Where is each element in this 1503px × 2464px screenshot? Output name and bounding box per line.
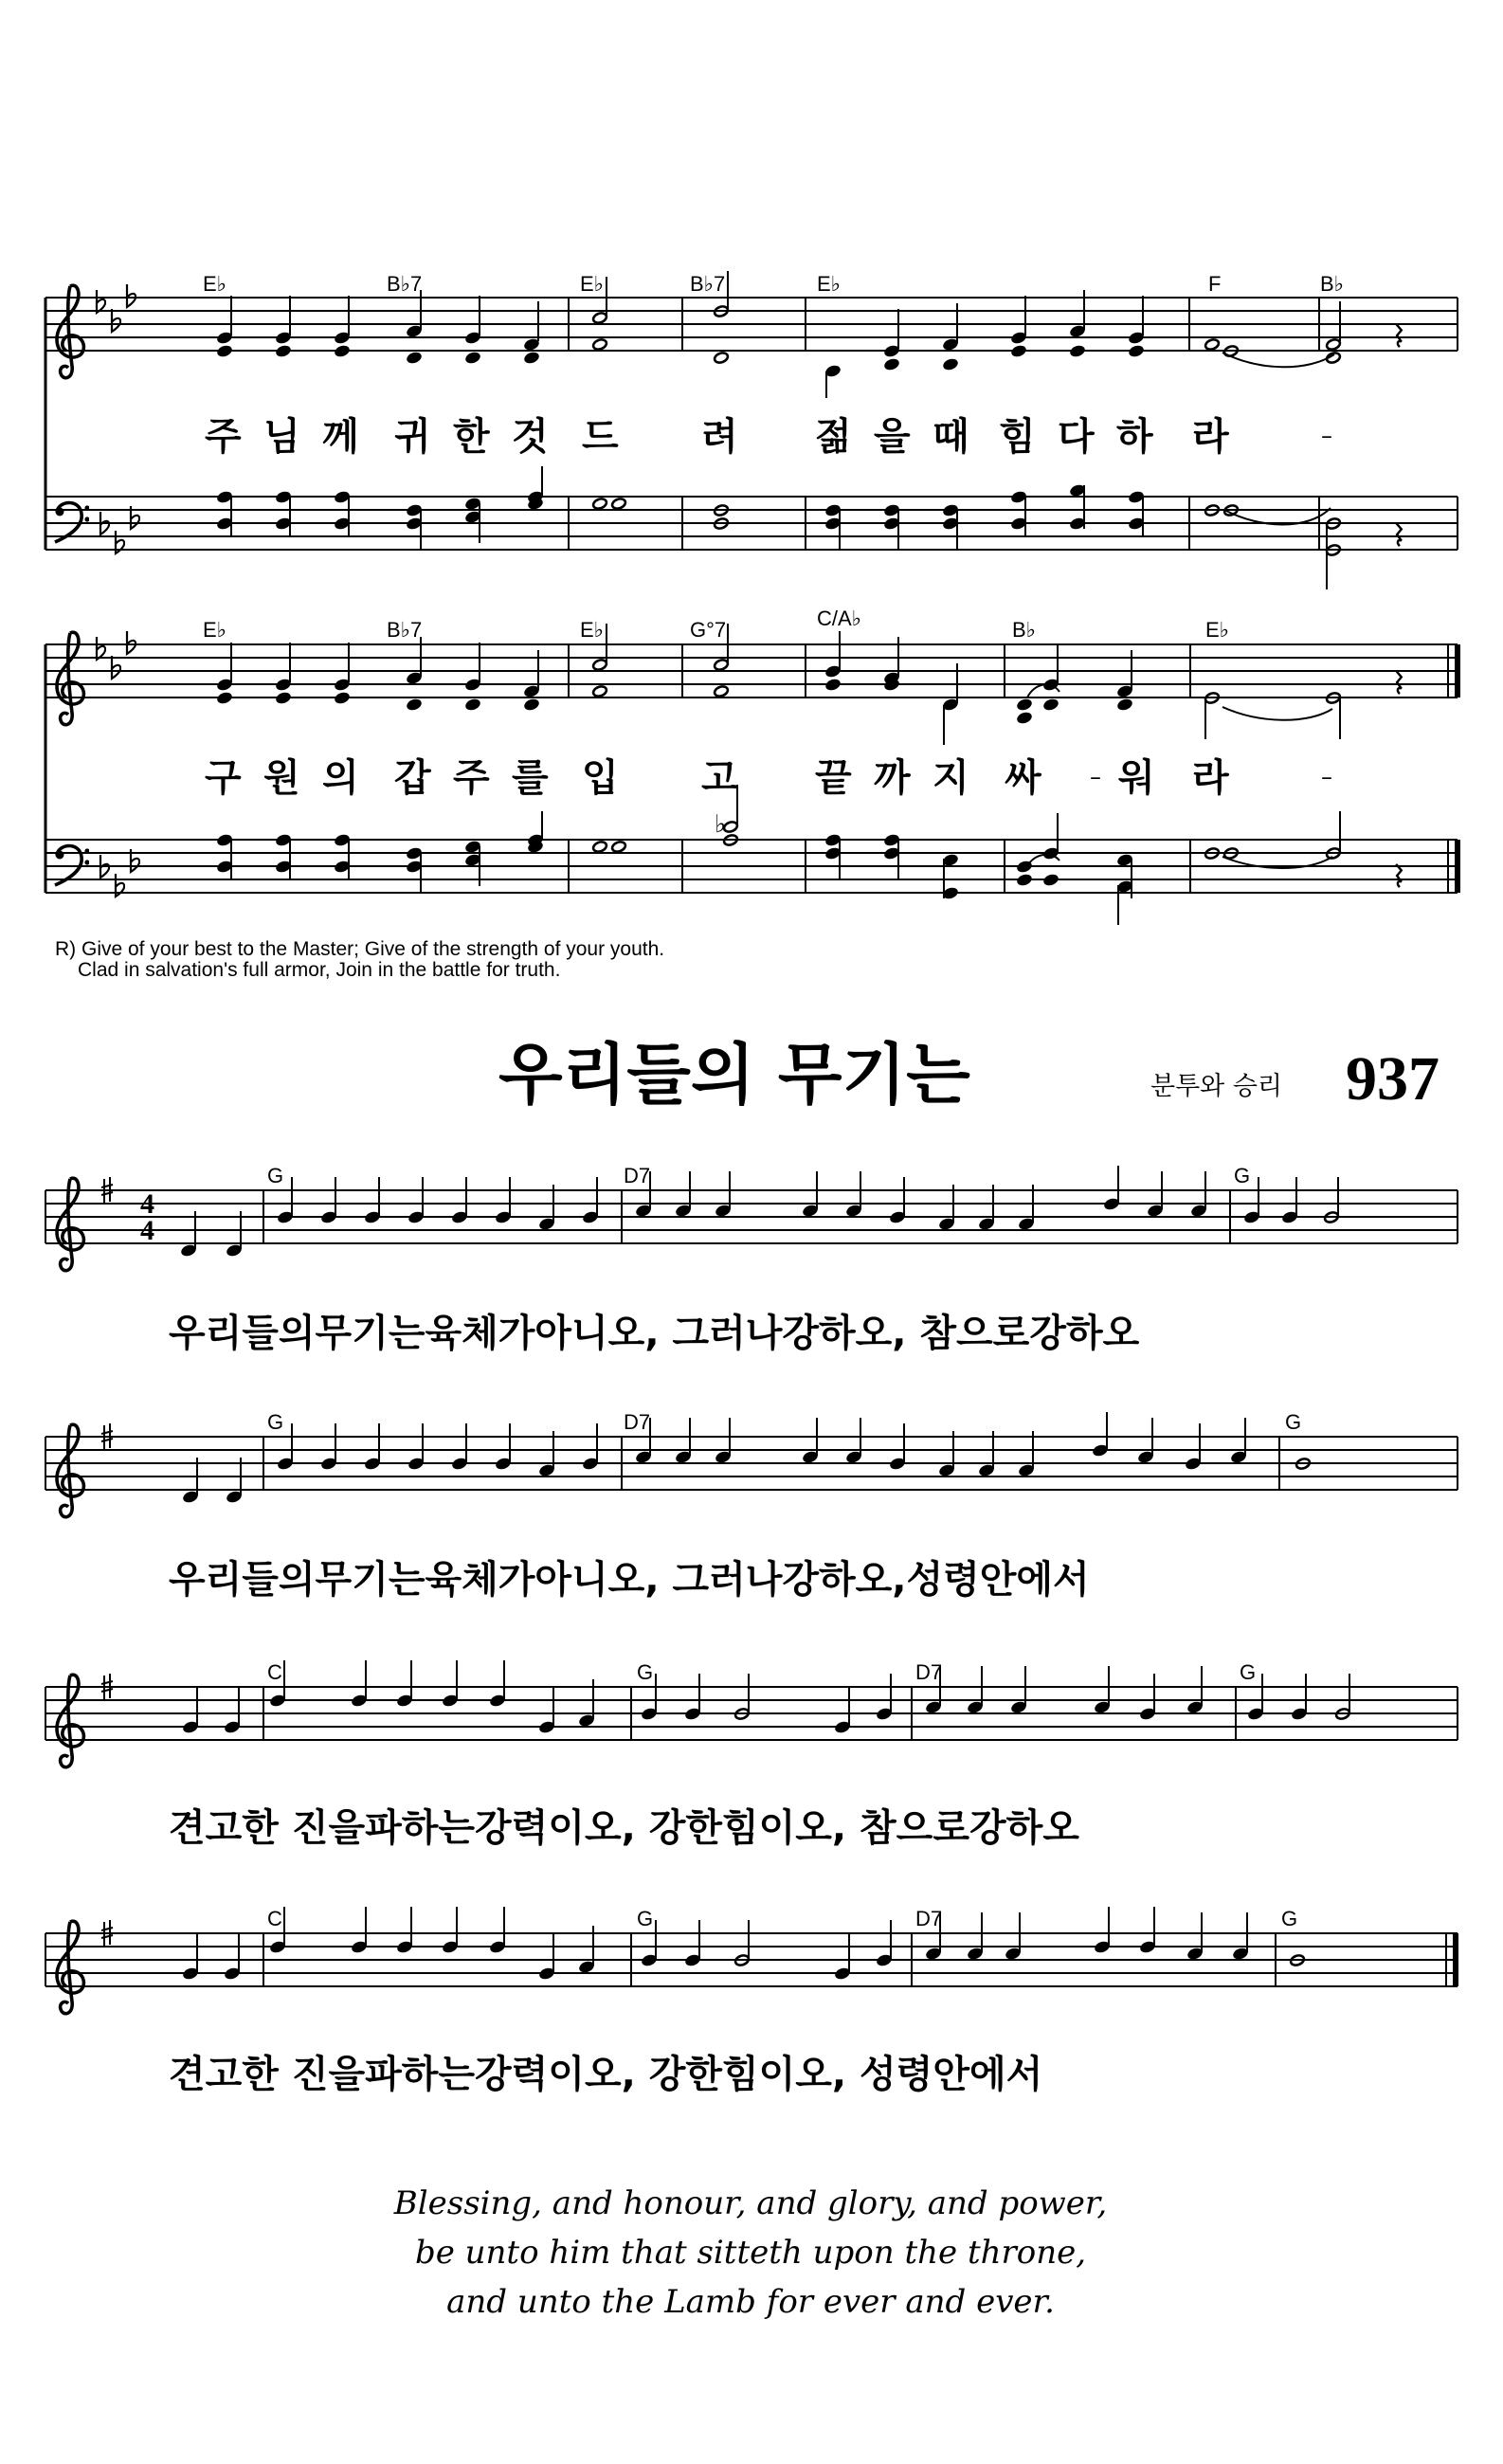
chord-symbol: D7 xyxy=(915,1907,943,1930)
treble-clef-icon xyxy=(57,1178,83,1270)
chord-symbol: D7 xyxy=(915,1660,943,1684)
treble-clef-icon xyxy=(57,632,83,724)
bass-notes xyxy=(216,483,1402,557)
hymn-number: 937 xyxy=(1346,1044,1440,1114)
lyric-syllable: 힘 xyxy=(999,415,1036,459)
treble-clef-icon xyxy=(57,1424,83,1516)
lyric-syllable: 지 xyxy=(933,756,969,800)
top-system-1 xyxy=(45,271,1458,589)
note-stems xyxy=(195,1166,1338,1249)
song-system-3 xyxy=(45,1660,1458,1850)
lyric-syllable: 님 xyxy=(263,415,300,459)
lyric-syllable: 때 xyxy=(933,415,969,459)
lyrics-line: 우리들의무기는육체가아니오, 그러나강하오, 참으로강하오 xyxy=(169,1312,1140,1355)
treble-notes xyxy=(216,659,1402,726)
melody-notes xyxy=(182,1443,1312,1505)
chord-symbol: C xyxy=(267,1907,282,1930)
hymn-category: 분투와 승리 xyxy=(1150,1072,1282,1101)
treble-clef-icon xyxy=(57,285,83,377)
chord-symbol: D7 xyxy=(624,1164,651,1187)
lyrics-line: 우리들의무기는육체가아니오, 그러나강하오,성령안에서 xyxy=(169,1558,1090,1602)
lyrics-line xyxy=(205,756,1332,800)
lyric-syllable: 주 xyxy=(205,415,242,459)
chord-symbol: G xyxy=(1240,1660,1257,1684)
chord-symbol: E♭ xyxy=(580,272,605,296)
lyric-syllable: 것 xyxy=(512,415,549,459)
chord-symbol: E♭ xyxy=(817,272,842,296)
lyric-hyphen: – xyxy=(1090,764,1101,790)
song-system-1 xyxy=(45,1164,1458,1355)
flat-icon xyxy=(97,290,105,313)
treble-clef-icon xyxy=(57,1675,83,1766)
flat-icon xyxy=(112,309,120,332)
lyric-syllable: 워 xyxy=(1118,756,1155,800)
chord-symbol: G xyxy=(637,1660,654,1684)
chord-symbol: B♭ xyxy=(1012,618,1037,642)
note-stems xyxy=(231,785,1340,925)
hymn-title: 우리들의 무기는 xyxy=(498,1036,970,1114)
lyric-syllable: 까 xyxy=(874,756,911,800)
lyric-syllable: 고 xyxy=(701,756,738,800)
chord-symbol: G xyxy=(1285,1410,1302,1434)
lyric-hyphen: – xyxy=(1321,423,1332,449)
melody-notes xyxy=(180,1197,1340,1259)
chord-symbol: E♭ xyxy=(203,618,227,642)
note-stems xyxy=(197,1660,1349,1727)
lyric-syllable: 귀 xyxy=(394,415,431,459)
bass-staff xyxy=(45,840,1458,893)
lyric-syllable: 젊 xyxy=(815,415,852,459)
treble-staff xyxy=(45,298,1458,351)
flat-icon xyxy=(112,656,120,679)
lyric-syllable: 싸 xyxy=(1005,756,1041,800)
chord-symbol: G xyxy=(637,1907,654,1930)
bass-notes xyxy=(216,821,1402,901)
time-signature-bottom: 4 xyxy=(140,1215,154,1246)
lyric-syllable: 을 xyxy=(874,415,911,459)
lyrics-line: 견고한 진을파하는강력이오, 강한힘이오, 성령안에서 xyxy=(169,2053,1043,2096)
chord-symbol: B♭ xyxy=(1320,272,1345,296)
lyric-syllable: 라 xyxy=(1192,756,1229,800)
chord-symbol: G xyxy=(1281,1907,1298,1930)
chord-symbol: B♭7 xyxy=(387,272,423,296)
lyric-syllable: 끝 xyxy=(815,756,852,800)
verse-line: be unto him that sitteth upon the throne, xyxy=(414,2234,1087,2272)
verse-line: Blessing, and honour, and glory, and power, xyxy=(393,2184,1108,2222)
chord-symbol: C xyxy=(267,1660,282,1684)
flat-icon xyxy=(127,284,136,307)
note-stems xyxy=(231,466,1327,589)
lyric-syllable: 하 xyxy=(1116,415,1153,459)
chord-symbol: F xyxy=(1208,272,1222,296)
chord-symbol: B♭7 xyxy=(387,618,423,642)
chord-symbol: G°7 xyxy=(690,618,727,642)
chord-symbol: D7 xyxy=(624,1410,651,1434)
lyric-syllable: 께 xyxy=(322,415,359,459)
verse-line: and unto the Lamb for ever and ever. xyxy=(446,2283,1055,2321)
chord-symbol: E♭ xyxy=(580,618,605,642)
flat-icon xyxy=(127,631,136,654)
lyric-syllable: 원 xyxy=(263,756,300,800)
lyric-syllable: 의 xyxy=(322,756,359,800)
treble-staff xyxy=(45,644,1458,698)
refrain-english-line: R) Give of your best to the Master; Give of the strength of your youth. xyxy=(55,938,665,960)
bass-staff xyxy=(45,497,1458,550)
lyric-syllable: 려 xyxy=(701,415,738,459)
lyric-syllable: 갑 xyxy=(394,756,431,800)
song-system-4 xyxy=(45,1907,1458,2096)
treble-clef-icon xyxy=(57,1921,83,2013)
chord-symbol: B♭7 xyxy=(690,272,726,296)
lyric-syllable: 라 xyxy=(1192,415,1229,459)
lyrics-line: 견고한 진을파하는강력이오, 강한힘이오, 참으로강하오 xyxy=(169,1806,1079,1850)
treble-staff xyxy=(45,1933,1458,1986)
refrain-english-line: Clad in salvation's full armor, Join in the battle for truth. xyxy=(78,959,561,981)
chord-symbol: E♭ xyxy=(1205,618,1230,642)
treble-notes xyxy=(216,305,1402,379)
lyrics-line xyxy=(205,415,1332,459)
note-stems xyxy=(197,1907,1247,1973)
top-system-2 xyxy=(45,607,1458,925)
lyric-syllable: 한 xyxy=(453,415,490,459)
lyric-syllable: 드 xyxy=(582,415,619,459)
lyric-syllable: 입 xyxy=(582,756,619,800)
song-system-2 xyxy=(45,1410,1458,1602)
lyric-syllable: 다 xyxy=(1058,415,1095,459)
lyric-syllable: 주 xyxy=(453,756,490,800)
lyric-syllable: 구 xyxy=(205,756,242,800)
flat-icon xyxy=(97,637,105,660)
treble-staff xyxy=(45,1687,1458,1740)
chord-symbol: E♭ xyxy=(203,272,227,296)
chord-symbol: G xyxy=(267,1164,284,1187)
chord-symbol: C/A♭ xyxy=(817,607,862,630)
chord-symbol: G xyxy=(267,1410,284,1434)
chord-symbol: G xyxy=(1234,1164,1251,1187)
lyric-hyphen: – xyxy=(1321,764,1332,790)
time-signature-top: 4 xyxy=(140,1188,154,1220)
svg-text:♭: ♭ xyxy=(715,810,727,839)
lyric-syllable: 를 xyxy=(512,756,549,800)
